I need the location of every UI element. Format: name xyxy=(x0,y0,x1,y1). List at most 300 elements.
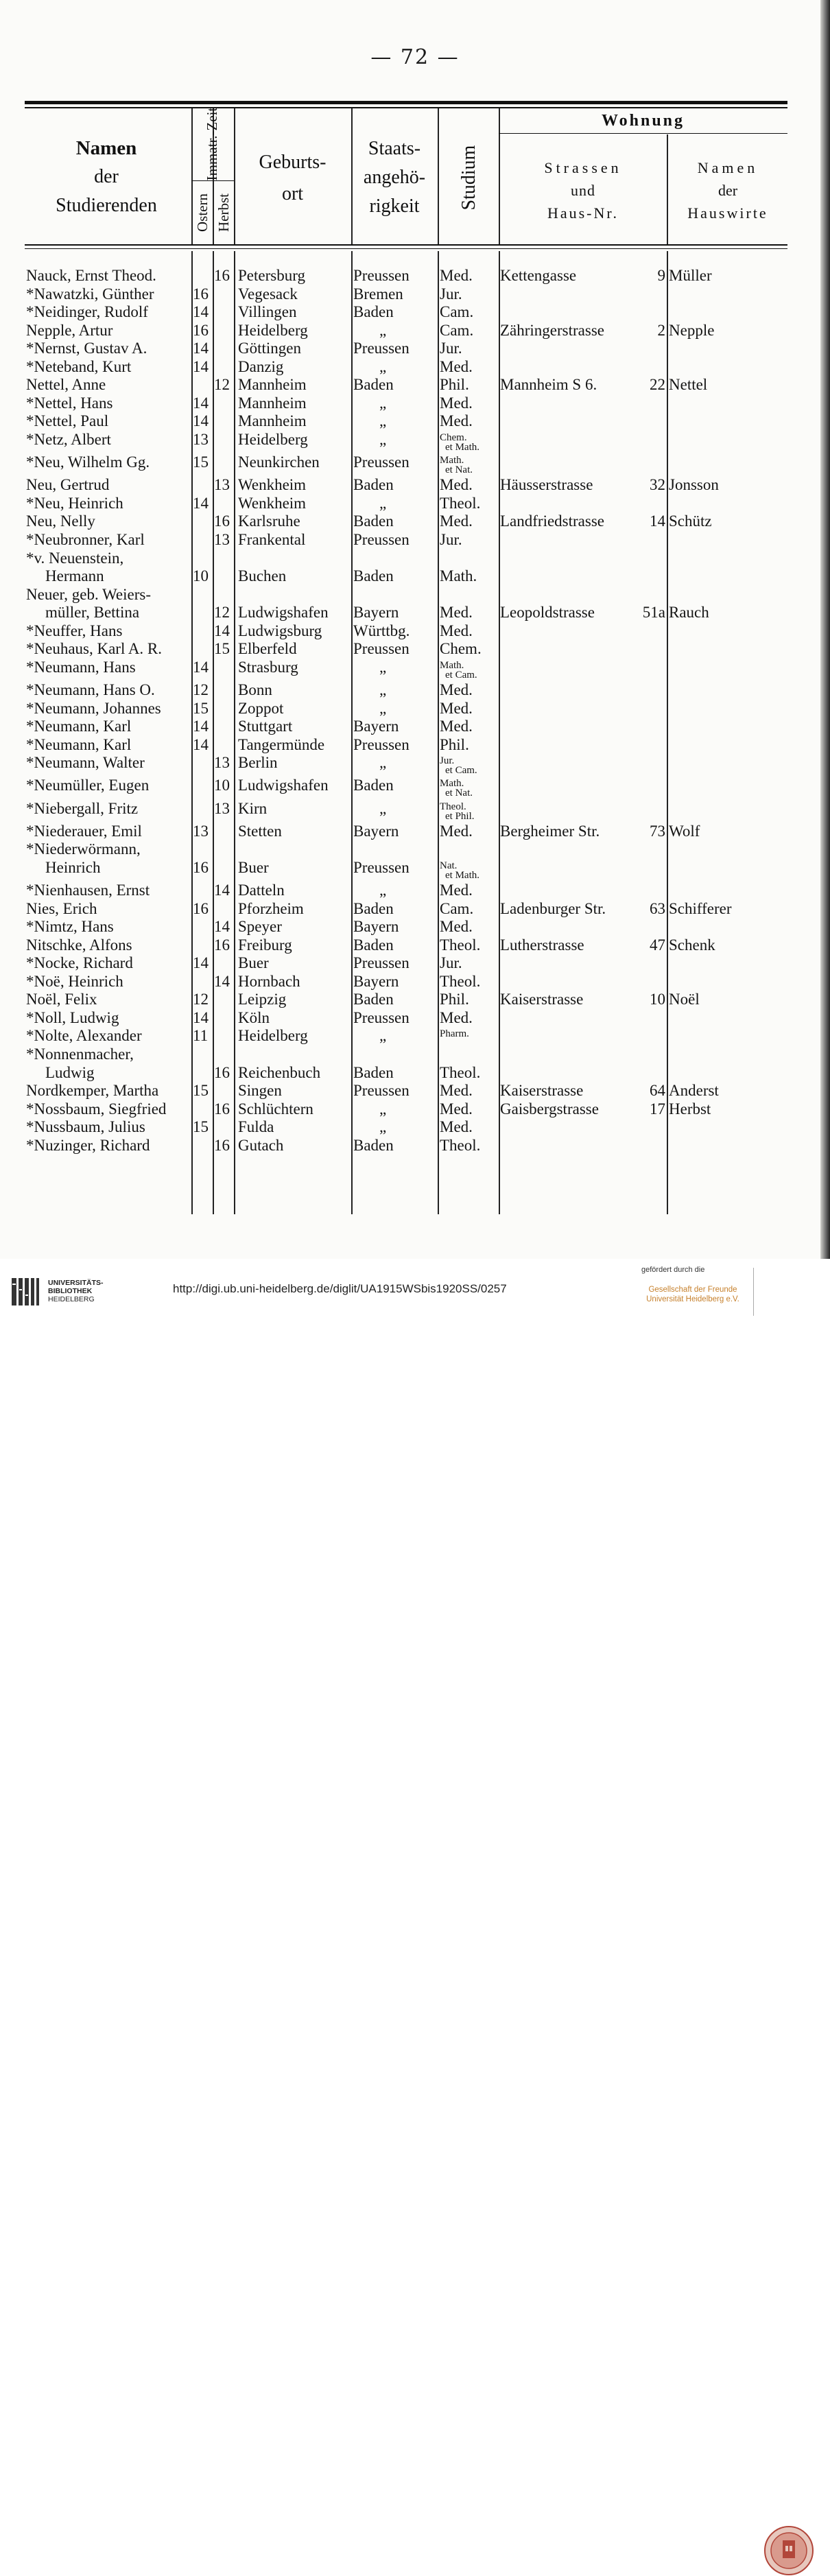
field-of-study: Pharm. xyxy=(440,1028,469,1040)
student-name: *Neumüller, Eugen xyxy=(26,777,150,794)
house-number: 22 xyxy=(650,376,665,394)
student-name: *Nernst, Gustav A. xyxy=(26,340,147,357)
immatr-herbst: 16 xyxy=(214,1136,230,1154)
birthplace: Stuttgart xyxy=(238,718,293,735)
field-of-study: Theol. xyxy=(440,936,481,954)
library-name-line: UNIVERSITÄTS- xyxy=(48,1279,104,1287)
immatr-herbst: 16 xyxy=(214,1063,230,1081)
nationality: Preussen xyxy=(353,453,410,471)
immatr-ostern: 14 xyxy=(193,412,209,430)
birthplace: Neunkirchen xyxy=(238,453,320,471)
student-name: Nitschke, Alfons xyxy=(26,936,132,954)
birthplace: Freiburg xyxy=(238,936,292,954)
immatr-ostern: 14 xyxy=(193,658,209,676)
header-geburtsort-line: ort xyxy=(281,183,304,204)
header-staatsangehoerigkeit xyxy=(353,134,436,221)
field-of-study: Med. xyxy=(440,412,473,430)
immatr-herbst: 12 xyxy=(214,604,230,622)
field-of-study: et Phil. xyxy=(445,810,475,822)
nationality: Baden xyxy=(353,991,394,1008)
field-of-study: Math. xyxy=(440,567,477,585)
student-name: *Neumann, Walter xyxy=(26,754,145,772)
birthplace: Mannheim xyxy=(238,412,307,430)
birthplace: Berlin xyxy=(238,754,278,772)
street: Kettengasse xyxy=(500,267,577,284)
landlord: Noël xyxy=(669,991,700,1008)
student-name: Neu, Gertrud xyxy=(26,476,110,494)
nationality: „ xyxy=(379,412,387,430)
header-namen-line: Namen xyxy=(75,137,137,159)
student-name: *Neumann, Hans O. xyxy=(26,681,155,698)
birthplace: Leipzig xyxy=(238,991,287,1008)
student-name: *Nussbaum, Julius xyxy=(26,1118,145,1136)
field-of-study: Theol. xyxy=(440,972,481,990)
nationality: Baden xyxy=(353,1136,394,1154)
field-of-study: Med. xyxy=(440,1100,473,1118)
field-of-study: Nat. xyxy=(440,860,458,871)
field-of-study: et Nat. xyxy=(445,788,473,799)
birthplace: Göttingen xyxy=(238,340,301,357)
nationality: „ xyxy=(379,799,387,817)
header-namen-line: Studierenden xyxy=(56,195,157,216)
field-of-study: Med. xyxy=(440,1008,473,1026)
field-of-study: Med. xyxy=(440,1082,473,1100)
landlord: Anderst xyxy=(669,1082,719,1100)
landlord: Schütz xyxy=(669,512,712,530)
column-divider xyxy=(667,251,668,1214)
birthplace: Mannheim xyxy=(238,394,307,412)
field-of-study: et Math. xyxy=(445,441,479,453)
immatr-ostern: 15 xyxy=(193,699,209,717)
nationality: Preussen xyxy=(353,530,410,548)
field-of-study: Med. xyxy=(440,1118,473,1136)
immatr-ostern: 15 xyxy=(193,1082,209,1100)
nationality: „ xyxy=(379,1027,387,1045)
landlord: Schenk xyxy=(669,936,715,954)
header-hauswirte-line: der xyxy=(718,182,738,199)
student-name: Noël, Felix xyxy=(26,991,97,1008)
student-name: Nies, Erich xyxy=(26,899,97,917)
field-of-study: Med. xyxy=(440,918,473,936)
field-of-study: Cam. xyxy=(440,899,474,917)
student-name: Heinrich xyxy=(45,858,101,876)
birthplace: Petersburg xyxy=(238,267,305,284)
immatr-ostern: 12 xyxy=(193,681,209,698)
university-seal-icon xyxy=(763,2525,814,2576)
student-name: Neuer, geb. Weiers- xyxy=(26,585,152,603)
header-hauswirte-line: Hauswirte xyxy=(687,204,768,222)
header-divider xyxy=(667,134,668,244)
field-of-study: Med. xyxy=(440,357,473,375)
nationality: „ xyxy=(379,430,387,448)
document-page xyxy=(0,0,830,1259)
birthplace: Buer xyxy=(238,858,269,876)
nationality: Baden xyxy=(353,303,394,321)
header-staats-line: Staats- xyxy=(368,138,421,159)
header-herbst: Herbst xyxy=(215,193,232,232)
nationality: „ xyxy=(379,754,387,772)
street: Ladenburger Str. xyxy=(500,899,606,917)
field-of-study: Med. xyxy=(440,681,473,698)
immatr-herbst: 14 xyxy=(214,918,230,936)
student-name: *Nettel, Paul xyxy=(26,412,109,430)
landlord: Rauch xyxy=(669,604,709,622)
field-of-study: Phil. xyxy=(440,991,469,1008)
street: Lutherstrasse xyxy=(500,936,584,954)
field-of-study: Jur. xyxy=(440,530,462,548)
nationality: „ xyxy=(379,699,387,717)
field-of-study: Theol. xyxy=(440,1063,481,1081)
birthplace: Ludwigshafen xyxy=(238,604,329,622)
immatr-ostern: 14 xyxy=(193,357,209,375)
field-of-study: Med. xyxy=(440,394,473,412)
student-name: müller, Bettina xyxy=(45,604,140,622)
field-of-study: Med. xyxy=(440,476,473,494)
header-strassen-line: Strassen xyxy=(544,159,622,176)
street: Gaisbergstrasse xyxy=(500,1100,599,1118)
nationality: Baden xyxy=(353,567,394,585)
library-name xyxy=(48,1279,104,1303)
immatr-ostern: 16 xyxy=(193,321,209,339)
immatr-ostern: 12 xyxy=(193,991,209,1008)
student-name: *Neubronner, Karl xyxy=(26,530,145,548)
footer-divider xyxy=(753,1268,754,1316)
header-hauswirte-line: Namen xyxy=(697,159,759,176)
immatr-ostern: 16 xyxy=(193,858,209,876)
birthplace: Heidelberg xyxy=(238,430,308,448)
birthplace: Wenkheim xyxy=(238,476,307,494)
birthplace: Heidelberg xyxy=(238,321,308,339)
immatr-herbst: 14 xyxy=(214,882,230,899)
immatr-ostern: 16 xyxy=(193,899,209,917)
birthplace: Singen xyxy=(238,1082,282,1100)
library-name-line: HEIDELBERG xyxy=(48,1295,95,1303)
student-name: *Neuhaus, Karl A. R. xyxy=(26,640,163,658)
birthplace: Elberfeld xyxy=(238,640,297,658)
nationality: „ xyxy=(379,681,387,698)
house-number: 64 xyxy=(650,1082,665,1100)
field-of-study: Med. xyxy=(440,512,473,530)
nationality: Bremen xyxy=(353,285,403,303)
header-geburtsort xyxy=(236,147,349,210)
landlord: Herbst xyxy=(669,1100,711,1118)
header-namen-line: der xyxy=(94,166,119,187)
immatr-ostern: 14 xyxy=(193,494,209,512)
sponsor-name-line: Gesellschaft der Freunde xyxy=(648,1286,737,1294)
header-bottom-rule xyxy=(25,244,787,246)
street: Kaiserstrasse xyxy=(500,1082,584,1100)
immatr-ostern: 10 xyxy=(193,567,209,585)
nationality: „ xyxy=(379,357,387,375)
birthplace: Ludwigsburg xyxy=(238,622,322,639)
student-name: Neu, Nelly xyxy=(26,512,95,530)
student-name: Hermann xyxy=(45,567,104,585)
header-divider xyxy=(234,108,235,244)
birthplace: Reichenbuch xyxy=(238,1063,321,1081)
immatr-ostern: 11 xyxy=(193,1027,209,1045)
field-of-study: Math. xyxy=(440,778,464,790)
student-name: *v. Neuenstein, xyxy=(26,549,124,567)
nationality: Preussen xyxy=(353,954,410,972)
nationality: Baden xyxy=(353,1063,394,1081)
house-number: 32 xyxy=(650,476,665,494)
street: Bergheimer Str. xyxy=(500,822,600,840)
student-name: *Neumann, Karl xyxy=(26,735,132,753)
header-studium: Studium xyxy=(458,145,479,211)
field-of-study: et Math. xyxy=(445,869,479,881)
student-name: Nettel, Anne xyxy=(26,376,106,394)
immatr-ostern: 13 xyxy=(193,822,209,840)
birthplace: Karlsruhe xyxy=(238,512,300,530)
birthplace: Frankental xyxy=(238,530,306,548)
immatr-ostern: 14 xyxy=(193,954,209,972)
student-name: *Neuffer, Hans xyxy=(26,622,123,639)
immatr-herbst: 10 xyxy=(214,777,230,794)
student-name: Nepple, Artur xyxy=(26,321,113,339)
field-of-study: Jur. xyxy=(440,340,462,357)
nationality: „ xyxy=(379,494,387,512)
immatr-herbst: 13 xyxy=(214,476,230,494)
house-number: 47 xyxy=(650,936,665,954)
field-of-study: Med. xyxy=(440,718,473,735)
street: Kaiserstrasse xyxy=(500,991,584,1008)
student-name: *Niederwörmann, xyxy=(26,840,141,858)
immatr-herbst: 14 xyxy=(214,622,230,639)
field-of-study: et Cam. xyxy=(445,765,477,777)
nationality: Württbg. xyxy=(353,622,410,639)
nationality: Bayern xyxy=(353,718,399,735)
immatr-ostern: 14 xyxy=(193,394,209,412)
landlord: Schifferer xyxy=(669,899,732,917)
nationality: Bayern xyxy=(353,918,399,936)
house-number: 2 xyxy=(657,321,665,339)
field-of-study: Chem. xyxy=(440,640,482,658)
nationality: Preussen xyxy=(353,340,410,357)
library-name-line: BIBLIOTHEK xyxy=(48,1287,93,1295)
immatr-herbst: 15 xyxy=(214,640,230,658)
student-name: *Nimtz, Hans xyxy=(26,918,114,936)
house-number: 10 xyxy=(650,991,665,1008)
book-spine-shadow xyxy=(820,0,830,1259)
header-bottom-rule-thin xyxy=(25,248,787,249)
birthplace: Danzig xyxy=(238,357,284,375)
column-divider xyxy=(234,251,235,1214)
header-namen xyxy=(27,134,185,220)
house-number: 73 xyxy=(650,822,665,840)
field-of-study: et Nat. xyxy=(445,464,473,476)
student-name: *Noll, Ludwig xyxy=(26,1008,119,1026)
header-staats-line: rigkeit xyxy=(369,196,420,217)
birthplace: Tangermünde xyxy=(238,735,325,753)
sponsor-name-line: Universität Heidelberg e.V. xyxy=(646,1295,739,1303)
field-of-study: Med. xyxy=(440,622,473,639)
nationality: „ xyxy=(379,882,387,899)
nationality: Baden xyxy=(353,512,394,530)
field-of-study: Phil. xyxy=(440,735,469,753)
field-of-study: Med. xyxy=(440,604,473,622)
nationality: Preussen xyxy=(353,1008,410,1026)
birthplace: Stetten xyxy=(238,822,282,840)
student-name: Nordkemper, Martha xyxy=(26,1082,159,1100)
birthplace: Heidelberg xyxy=(238,1027,308,1045)
student-name: *Nonnenmacher, xyxy=(26,1045,134,1063)
birthplace: Pforzheim xyxy=(238,899,304,917)
header-ostern: Ostern xyxy=(194,193,211,232)
field-of-study: Med. xyxy=(440,822,473,840)
header-hauswirte xyxy=(669,156,787,224)
field-of-study: Theol. xyxy=(440,801,466,812)
field-of-study: Med. xyxy=(440,267,473,284)
header-divider xyxy=(438,108,439,244)
student-name: *Niederauer, Emil xyxy=(26,822,142,840)
house-number: 17 xyxy=(650,1100,665,1118)
header-strassen-line: Haus-Nr. xyxy=(547,204,619,222)
birthplace: Villingen xyxy=(238,303,297,321)
immatr-herbst: 13 xyxy=(214,799,230,817)
birthplace: Datteln xyxy=(238,882,285,899)
nationality: Baden xyxy=(353,899,394,917)
street: Mannheim S 6. xyxy=(500,376,597,394)
birthplace: Hornbach xyxy=(238,972,300,990)
header-immatr-zeit: Immatr.-Zeit xyxy=(204,107,220,181)
student-name: *Nawatzki, Günther xyxy=(26,285,154,303)
immatr-herbst: 16 xyxy=(214,1100,230,1118)
immatr-ostern: 14 xyxy=(193,340,209,357)
nationality: Preussen xyxy=(353,267,410,284)
immatr-herbst: 16 xyxy=(214,267,230,284)
header-top-rule-thin xyxy=(25,107,787,108)
student-name: *Netz, Albert xyxy=(26,430,111,448)
landlord: Müller xyxy=(669,267,712,284)
birthplace: Wenkheim xyxy=(238,494,307,512)
student-name: *Nienhausen, Ernst xyxy=(26,882,150,899)
landlord: Jonsson xyxy=(669,476,719,494)
birthplace: Speyer xyxy=(238,918,282,936)
birthplace: Buchen xyxy=(238,567,287,585)
sponsor-name[interactable] xyxy=(641,1285,744,1304)
birthplace: Gutach xyxy=(238,1136,284,1154)
immatr-herbst: 16 xyxy=(214,512,230,530)
landlord: Nepple xyxy=(669,321,715,339)
birthplace: Strasburg xyxy=(238,658,298,676)
field-of-study: Jur. xyxy=(440,954,462,972)
field-of-study: Theol. xyxy=(440,494,481,512)
birthplace: Zoppot xyxy=(238,699,284,717)
birthplace: Köln xyxy=(238,1008,270,1026)
nationality: Baden xyxy=(353,777,394,794)
immatr-herbst: 13 xyxy=(214,530,230,548)
immatr-ostern: 13 xyxy=(193,430,209,448)
student-name: *Neumann, Johannes xyxy=(26,699,161,717)
immatr-ostern: 14 xyxy=(193,718,209,735)
birthplace: Buer xyxy=(238,954,269,972)
student-name: *Neu, Wilhelm Gg. xyxy=(26,453,150,471)
student-name: *Nuzinger, Richard xyxy=(26,1136,150,1154)
field-of-study: Math. xyxy=(440,455,464,466)
street: Häusserstrasse xyxy=(500,476,593,494)
nationality: Bayern xyxy=(353,972,399,990)
permalink-url[interactable]: http://digi.ub.uni-heidelberg.de/diglit/UA1915WSbis1920SS/0257 xyxy=(173,1282,507,1295)
birthplace: Vegesack xyxy=(238,285,298,303)
student-name: *Nettel, Hans xyxy=(26,394,113,412)
immatr-herbst: 16 xyxy=(214,936,230,954)
nationality: Bayern xyxy=(353,604,399,622)
nationality: Baden xyxy=(353,376,394,394)
student-name: *Niebergall, Fritz xyxy=(26,799,139,817)
immatr-ostern: 14 xyxy=(193,1008,209,1026)
nationality: Preussen xyxy=(353,735,410,753)
nationality: Baden xyxy=(353,936,394,954)
header-wohnung: Wohnung xyxy=(601,112,685,130)
immatr-ostern: 15 xyxy=(193,1118,209,1136)
nationality: „ xyxy=(379,1118,387,1136)
house-number: 63 xyxy=(650,899,665,917)
field-of-study: Med. xyxy=(440,699,473,717)
nationality: „ xyxy=(379,394,387,412)
field-of-study: Jur. xyxy=(440,755,455,767)
immatr-herbst: 12 xyxy=(214,376,230,394)
nationality: Bayern xyxy=(353,822,399,840)
field-of-study: Cam. xyxy=(440,303,474,321)
field-of-study: et Cam. xyxy=(445,669,477,681)
nationality: Preussen xyxy=(353,858,410,876)
column-divider xyxy=(438,251,439,1214)
student-name: *Nocke, Richard xyxy=(26,954,133,972)
street: Landfriedstrasse xyxy=(500,512,604,530)
nationality: „ xyxy=(379,1100,387,1118)
student-name: *Neteband, Kurt xyxy=(26,357,132,375)
field-of-study: Math. xyxy=(440,659,464,671)
birthplace: Kirn xyxy=(238,799,268,817)
immatr-ostern: 14 xyxy=(193,303,209,321)
birthplace: Ludwigshafen xyxy=(238,777,329,794)
header-top-rule xyxy=(25,101,787,104)
field-of-study: Med. xyxy=(440,882,473,899)
field-of-study: Theol. xyxy=(440,1136,481,1154)
house-number: 14 xyxy=(650,512,665,530)
student-name: Nauck, Ernst Theod. xyxy=(26,267,156,284)
header-staats-line: angehö- xyxy=(363,167,426,188)
immatr-herbst: 13 xyxy=(214,754,230,772)
library-logo-icon xyxy=(10,1275,45,1308)
column-divider xyxy=(499,251,500,1214)
sponsor-label: gefördert durch die xyxy=(641,1266,705,1274)
landlord: Wolf xyxy=(669,822,700,840)
street: Leopoldstrasse xyxy=(500,604,595,622)
field-of-study: Cam. xyxy=(440,321,474,339)
landlord: Nettel xyxy=(669,376,708,394)
field-of-study: Phil. xyxy=(440,376,469,394)
student-name: *Nolte, Alexander xyxy=(26,1027,142,1045)
student-name: *Neidinger, Rudolf xyxy=(26,303,148,321)
immatr-ostern: 14 xyxy=(193,735,209,753)
field-of-study: Jur. xyxy=(440,285,462,303)
nationality: „ xyxy=(379,658,387,676)
immatr-ostern: 16 xyxy=(193,285,209,303)
nationality: „ xyxy=(379,321,387,339)
student-name: *Noë, Heinrich xyxy=(26,972,123,990)
birthplace: Mannheim xyxy=(238,376,307,394)
house-number: 51a xyxy=(642,604,665,622)
immatr-ostern: 15 xyxy=(193,453,209,471)
nationality: Preussen xyxy=(353,640,410,658)
student-name: *Neu, Heinrich xyxy=(26,494,123,512)
immatr-herbst: 14 xyxy=(214,972,230,990)
column-divider xyxy=(351,251,353,1214)
nationality: Baden xyxy=(353,476,394,494)
student-name: *Nossbaum, Siegfried xyxy=(26,1100,167,1118)
header-divider xyxy=(191,108,193,244)
